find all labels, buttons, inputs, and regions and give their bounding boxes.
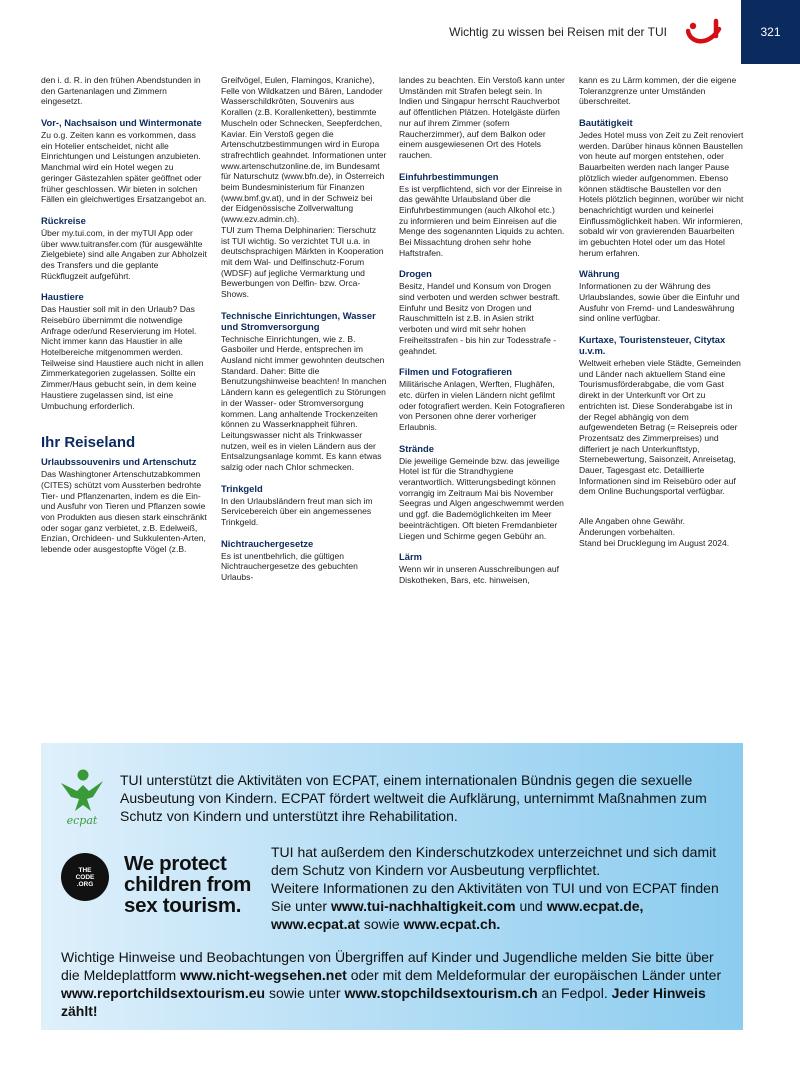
disclaimer-line: Stand bei Drucklegung im August 2024. xyxy=(579,537,730,548)
link-ecpat-ch[interactable]: www.ecpat.ch. xyxy=(403,916,501,932)
final-callout: Jeder Hinweis zählt! xyxy=(61,985,706,1019)
paragraph: Weltweit erheben viele Städte, Gemeinden und Länder nach aktuellem Stand eine Tourismusförderabgabe, die vom Gast direkt in der Unterkunft vor Ort zu entrichten ist. Diese Sonderabgabe ist in der Regel abhängig von dem aufgewendeten Betrag (= Reisepreis oder Prozentsatz des Zimmerpreises) und differiert je nach Unterkunftstyp, Sternebewertung, Saisonzeit, Anreisetag, Dauer, Tagesgast etc. Detaillierte Informationen sind im Reisebüro oder auf dem Online Buchungsportal verfügbar. xyxy=(579,357,741,497)
code-text: TUI hat außerdem den Kinderschutzkodex unterzeichnet und sich damit dem Schutz von Kindern vor Ausbeutung verpflichtet. xyxy=(271,844,717,878)
page-header xyxy=(0,0,800,64)
paragraph: Informationen zu der Währung des Urlaubslandes, sowie über die Einfuhr und Ausfuhr von Fremd- und Landeswährung sind online verfügbar. xyxy=(579,281,740,324)
link-nicht-wegsehen[interactable]: www.nicht-wegsehen.net xyxy=(180,967,347,983)
connector-text: sowie unter xyxy=(268,985,341,1001)
section-heading: Drogen xyxy=(399,268,432,280)
code-logo-line: THE xyxy=(78,866,92,874)
section-heading: Währung xyxy=(579,268,620,280)
report-text: oder mit dem Meldeformular der europäischen Länder unter xyxy=(350,967,722,983)
paragraph: Die jeweilige Gemeinde bzw. das jeweilige Hotel ist für die Strandhygiene verantwortlich. Witterungsbedingt können vorrangig im Zeitraum Mai bis November Seegras und Algen angeschwemmt werden und ggf. die Bademöglichkeiten im Meer beeinträchtigen. Oft bieten Fremdanbieter Liegen und Schirme gegen Gebühr an. xyxy=(399,455,564,541)
section-heading: Technische Einrichtungen, Wasser und Stromversorgung xyxy=(221,309,376,332)
paragraph: Zu o.g. Zeiten kann es vorkommen, dass ein Hotelier entscheidet, nicht alle Einrichtungen und Leistungen anzubieten. Manchmal wird ein Hotel wegen zu geringer Gästezahlen später geöffnet oder früher geschlossen. Wir bieten in solchen Fällen ein gleichwertiges Ersatzangebot an. xyxy=(41,130,207,205)
column-4 xyxy=(579,75,745,548)
column-2 xyxy=(221,75,387,583)
link-reportchildsextourism[interactable]: www.reportchildsextourism.eu xyxy=(61,985,266,1001)
ecpat-intro-text: TUI unterstützt die Aktivitäten von ECPAT, einem internationalen Bündnis gegen die sexuelle Ausbeutung von Kindern. ECPAT fördert weltweit die Aufklärung, unternimmt Maßnahmen zum Schutz von Kindern und unterstützt ihre Rehabilitation. xyxy=(120,772,707,824)
report-info-text xyxy=(61,948,731,1020)
paragraph: Es ist verpflichtend, sich vor der Einreise in das gewählte Urlaubsland über die Einfuhrbestimmungen (auch Alkohol etc.) zu informieren und beim Einreisen auf die Menge des sogenannten Liquids zu achten. Bei Missachtung drohen sehr hohe Haftstrafen. xyxy=(399,183,565,258)
section-heading: Bautätigkeit xyxy=(579,117,633,129)
section-heading: Urlaubssouvenirs und Artenschutz xyxy=(41,456,197,468)
info-columns xyxy=(41,75,745,635)
ecpat-info-box xyxy=(41,743,743,1030)
code-text: Weitere Informationen zu den Aktivitäten von TUI und von ECPAT finden Sie unter xyxy=(271,880,719,914)
ecpat-logo-text: ecpat xyxy=(66,814,98,827)
slogan-line: We protect xyxy=(124,852,227,875)
paragraph: Wenn wir in unseren Ausschreibungen auf Diskotheken, Bars, etc. hinweisen, xyxy=(399,564,559,585)
paragraph: Über my.tui.com, in der myTUI App oder über www.tuitransfer.com (für ausgewählte Zielgebiete) sind alle Angaben zur Abholzeit des Transfers und die geplante Rückflugzeit aufgeführt. xyxy=(41,227,207,281)
section-heading: Haustiere xyxy=(41,291,84,303)
paragraph: Es ist unentbehrlich, die gültigen Nichtrauchergesetze des gebuchten Urlaubs- xyxy=(221,550,358,583)
section-heading: Einfuhrbestimmungen xyxy=(399,170,499,182)
ecpat-figure-logo-icon xyxy=(57,767,107,827)
we-protect-slogan xyxy=(124,853,274,916)
the-code-logo xyxy=(61,853,109,901)
connector-text: sowie xyxy=(363,916,400,932)
section-heading: Vor-, Nachsaison und Wintermonate xyxy=(41,117,202,129)
code-info-text xyxy=(271,843,736,933)
column-3 xyxy=(399,75,565,586)
section-heading: Filmen und Fotografieren xyxy=(399,366,513,378)
chapter-heading: Ihr Reiseland xyxy=(41,434,136,452)
section-heading: Kurtaxe, Touristensteuer, Citytax u.v.m. xyxy=(579,334,726,357)
code-logo-line: .ORG xyxy=(76,880,94,888)
paragraph: den i. d. R. in den frühen Abendstunden in den Gartenanlagen und Zimmern eingesetzt. xyxy=(41,75,201,107)
page-number: 321 xyxy=(741,0,800,64)
paragraph: Jedes Hotel muss von Zeit zu Zeit renoviert werden. Darüber hinaus können Baustellen von heute auf morgen entstehen, oder Bauarbeiten werden nach langer Pause plötzlich wieder aufgenommen. Ebenso können städtische Baustellen vor den Hotels plötzlich beginnen, worüber wir nicht benachrichtigt wurden und keinerlei Einflussmöglichkeit haben. Wir informieren, sobald wir von gravierenden Bauarbeiten im gebuchten Hotel oder um das Hotel herum erfahren. xyxy=(579,130,744,258)
code-logo-line: CODE xyxy=(75,873,95,881)
report-text: Wichtige Hinweise und Beobachtungen von Übergriffen auf Kinder und Jugendliche melden Sie bitte über die Meldeplattform xyxy=(61,949,714,983)
section-heading: Lärm xyxy=(399,551,422,563)
paragraph: Technische Einrichtungen, wie z. B. Gasboiler und Herde, entsprechen im Ausland nicht immer gewohnten deutschen Standard. Daher: Bitte die Benutzungshinweise beachten! In manchen Ländern kann es gelegentlich zu Störungen in der Wasser- oder Stromversorgung kommen. Lang anhaltende Trockenzeiten können zu Wasserknappheit führen. Leitungswasser nicht als Trinkwasser nutzen, weil es in vielen Ländern aus der Entsalzungsanlage kommt. Es kann etwas salzig oder nach Chlor schmecken. xyxy=(221,333,387,473)
paragraph: landes zu beachten. Ein Verstoß kann unter Umständen mit Strafen belegt sein. In Indien und Singapur herrscht Rauchverbot auf öffentlichen Plätzen. Hotelgäste dürfen nur auf ihrem Zimmer (sofern Raucherzimmer), auf dem Balkon oder einem ausgewiesenen Ort des Hotels rauchen. xyxy=(399,75,565,160)
paragraph: Das Washingtoner Artenschutzabkommen (CITES) schützt vom Aussterben bedrohte Tier- und Pflanzenarten, indem es die Ein- und Ausfuhr von Tieren und Pflanzen sowie von Produkten aus diesen stark einschränkt oder sogar ganz verbietet, z.B. Edelweiß, Enzian, Orchideen- und Sukkulenten-Arten, lebende oder ausgestopfte Vögel (z.B. xyxy=(41,469,207,555)
link-tui-nachhaltigkeit[interactable]: www.tui-nachhaltigkeit.com xyxy=(330,898,516,914)
slogan-line: children from xyxy=(124,873,252,896)
connector-text: und xyxy=(519,898,543,914)
paragraph: Greifvögel, Eulen, Flamingos, Kraniche), Felle von Wildkatzen und Bären, Landoder Wasserschildkröten, Souvenirs aus Korallen (z.B. Korallenketten), bestimmte Muscheln oder Schnecken, Seepferdchen, Kaviar. Ein Verstoß gegen die Artenschutzbestimmungen wird in Europa strafrechtlich geahndet. Informationen unter www.artenschutzonline.de, im Bundesamt für Naturschutz (www.bfn.de), in Österreich beim Bundesministerium für Finanzen (www.bmf.gv.at), und in der Schweiz bei der Eidgenössische Zollverwaltung (www.ezv.admin.ch). xyxy=(221,75,387,225)
tui-smile-logo-icon xyxy=(686,17,722,47)
paragraph: TUI zum Thema Delphinarien: Tierschutz ist TUI wichtig. So verzichtet TUI u.a. in deutschsprachigen Märkten in Kooperation mit dem Wal- und Delfinschutz-Forum (WDSF) auf jegliche Vermarktung und Bewerbungen von Delfin- bzw. Orca-Shows. xyxy=(221,224,384,300)
header-title: Wichtig zu wissen bei Reisen mit der TUI xyxy=(449,25,667,39)
column-1 xyxy=(41,75,207,555)
paragraph: Besitz, Handel und Konsum von Drogen sind verboten und werden schwer bestraft. Einfuhr und Besitz von Drogen und Rauschmitteln ist z.B. in Asien strikt verboten und wird mit sehr hohen Freiheitsstrafen - bis hin zur Todesstrafe - geahndet. xyxy=(399,281,561,356)
section-heading: Strände xyxy=(399,442,434,454)
paragraph: kann es zu Lärm kommen, der die eigene Toleranzgrenze unter Umständen überschreitet. xyxy=(579,75,737,107)
paragraph: In den Urlaubsländern freut man sich im Servicebereich über ein angemessenes Trinkgeld. xyxy=(221,495,373,528)
disclaimer-line: Alle Angaben ohne Gewähr. xyxy=(579,516,685,527)
paragraph: Militärische Anlagen, Werften, Flughäfen, etc. dürfen in vielen Ländern nicht gefilmt oder fotografiert werden. Kein Fotografieren von Personen ohne derer vorheriger Erlaubnis. xyxy=(399,379,565,432)
section-heading: Rückreise xyxy=(41,214,86,226)
link-stopchildsextourism[interactable]: www.stopchildsextourism.ch xyxy=(344,985,538,1001)
paragraph: Das Haustier soll mit in den Urlaub? Das Reisebüro übernimmt die notwendige Anfrage oder/und Reservierung im Hotel. Nicht immer kann das Haustier in alle Hotelbereiche mitgenommen werden. Teilweise sind Haustiere auch nicht in allen Zimmerkategorien zugelassen. Sollte ein Zimmer/Haus gebucht sein, in dem keine Haustiere zugelassen sind, ist eine Umbuchung erforderlich. xyxy=(41,304,204,411)
disclaimer-line: Änderungen vorbehalten. xyxy=(579,526,675,537)
report-text: an Fedpol. xyxy=(541,985,608,1001)
section-heading: Trinkgeld xyxy=(221,482,263,494)
section-heading: Nichtrauchergesetze xyxy=(221,537,314,549)
link-ecpat-de-at[interactable]: www.ecpat.de, www.ecpat.at xyxy=(271,898,644,932)
slogan-line: sex tourism. xyxy=(124,894,242,917)
